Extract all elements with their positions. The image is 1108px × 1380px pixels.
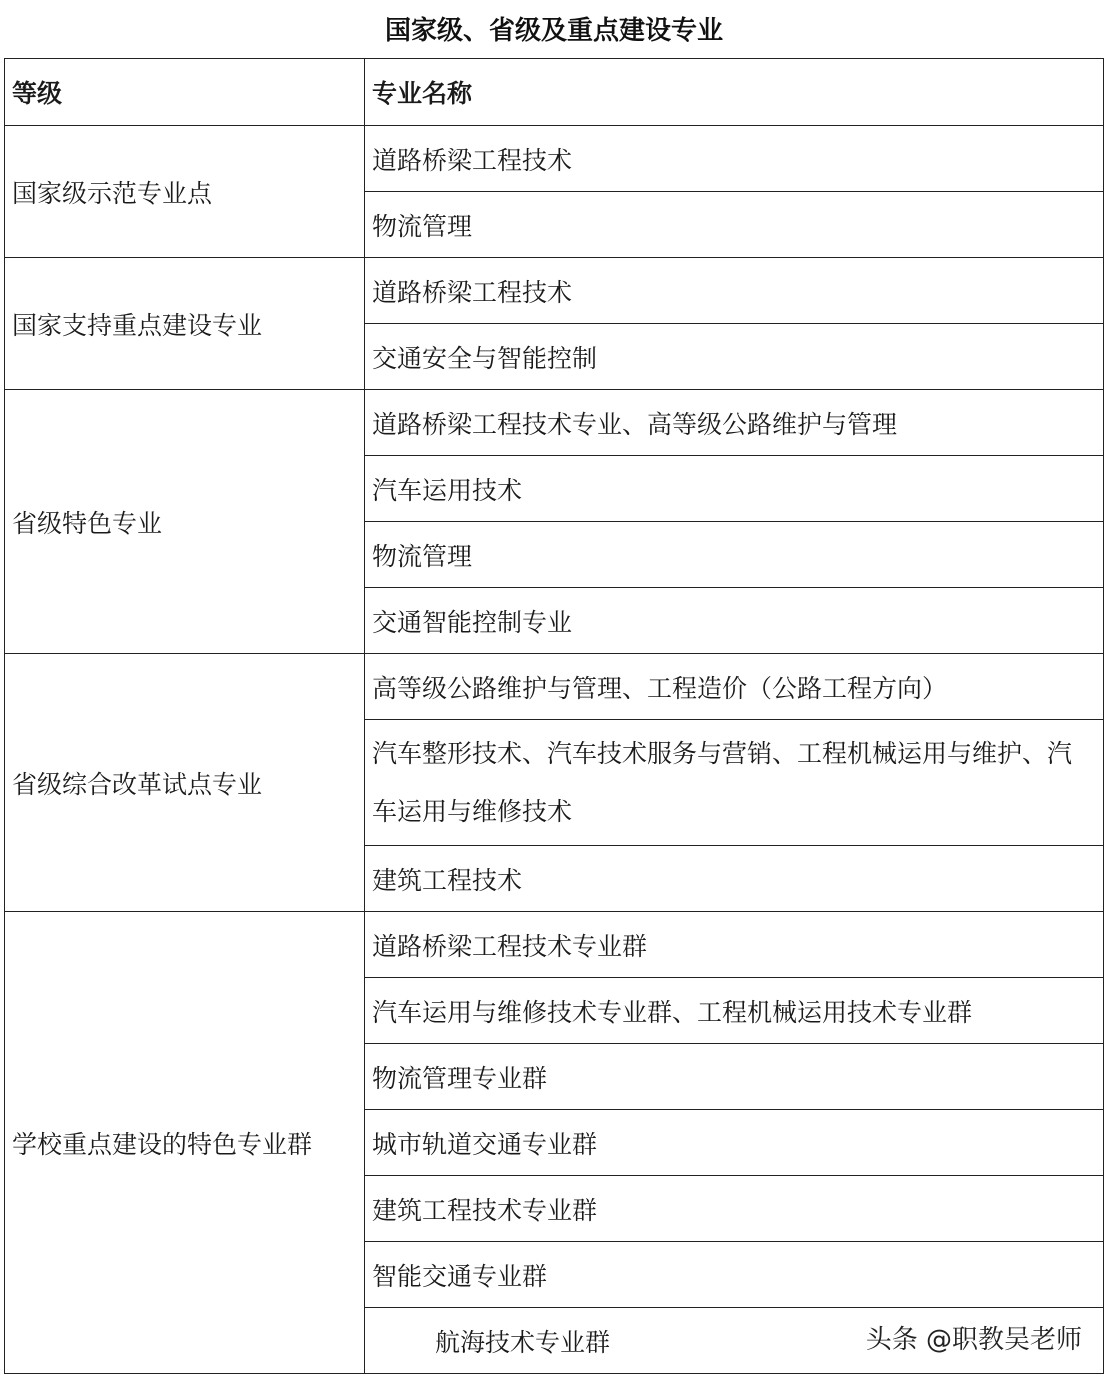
watermark: 头条 @职教吴老师	[865, 1325, 1082, 1355]
major-cell: 物流管理	[365, 522, 1104, 588]
major-cell: 汽车运用与维修技术专业群、工程机械运用技术专业群	[365, 978, 1104, 1044]
table-header-row	[5, 59, 1104, 126]
major-cell: 物流管理	[365, 192, 1104, 258]
level-cell: 省级综合改革试点专业	[5, 654, 365, 912]
majors-table	[4, 58, 1104, 1374]
level-cell: 国家级示范专业点	[5, 126, 365, 258]
table-row	[5, 654, 1104, 720]
table-row	[5, 912, 1104, 978]
header-major-name: 专业名称	[365, 59, 1104, 126]
major-cell: 道路桥梁工程技术	[365, 126, 1104, 192]
major-cell: 航海技术专业群	[365, 1308, 1104, 1374]
major-cell: 道路桥梁工程技术专业群	[365, 912, 1104, 978]
major-cell: 交通智能控制专业	[365, 588, 1104, 654]
major-cell: 汽车运用技术	[365, 456, 1104, 522]
table-row	[5, 126, 1104, 192]
major-cell: 道路桥梁工程技术	[365, 258, 1104, 324]
major-cell: 高等级公路维护与管理、工程造价（公路工程方向）	[365, 654, 1104, 720]
level-cell: 国家支持重点建设专业	[5, 258, 365, 390]
table-title: 国家级、省级及重点建设专业	[384, 16, 723, 46]
major-cell: 道路桥梁工程技术专业、高等级公路维护与管理	[365, 390, 1104, 456]
major-cell: 建筑工程技术	[365, 846, 1104, 912]
table-row	[5, 258, 1104, 324]
major-cell: 建筑工程技术专业群	[365, 1176, 1104, 1242]
major-cell: 交通安全与智能控制	[365, 324, 1104, 390]
level-cell: 学校重点建设的特色专业群	[5, 912, 365, 1374]
table-row	[5, 390, 1104, 456]
major-cell: 物流管理专业群	[365, 1044, 1104, 1110]
major-cell: 智能交通专业群	[365, 1242, 1104, 1308]
major-cell: 汽车整形技术、汽车技术服务与营销、工程机械运用与维护、汽车运用与维修技术	[365, 720, 1104, 846]
level-cell: 省级特色专业	[5, 390, 365, 654]
major-cell: 城市轨道交通专业群	[365, 1110, 1104, 1176]
header-level: 等级	[5, 59, 365, 126]
